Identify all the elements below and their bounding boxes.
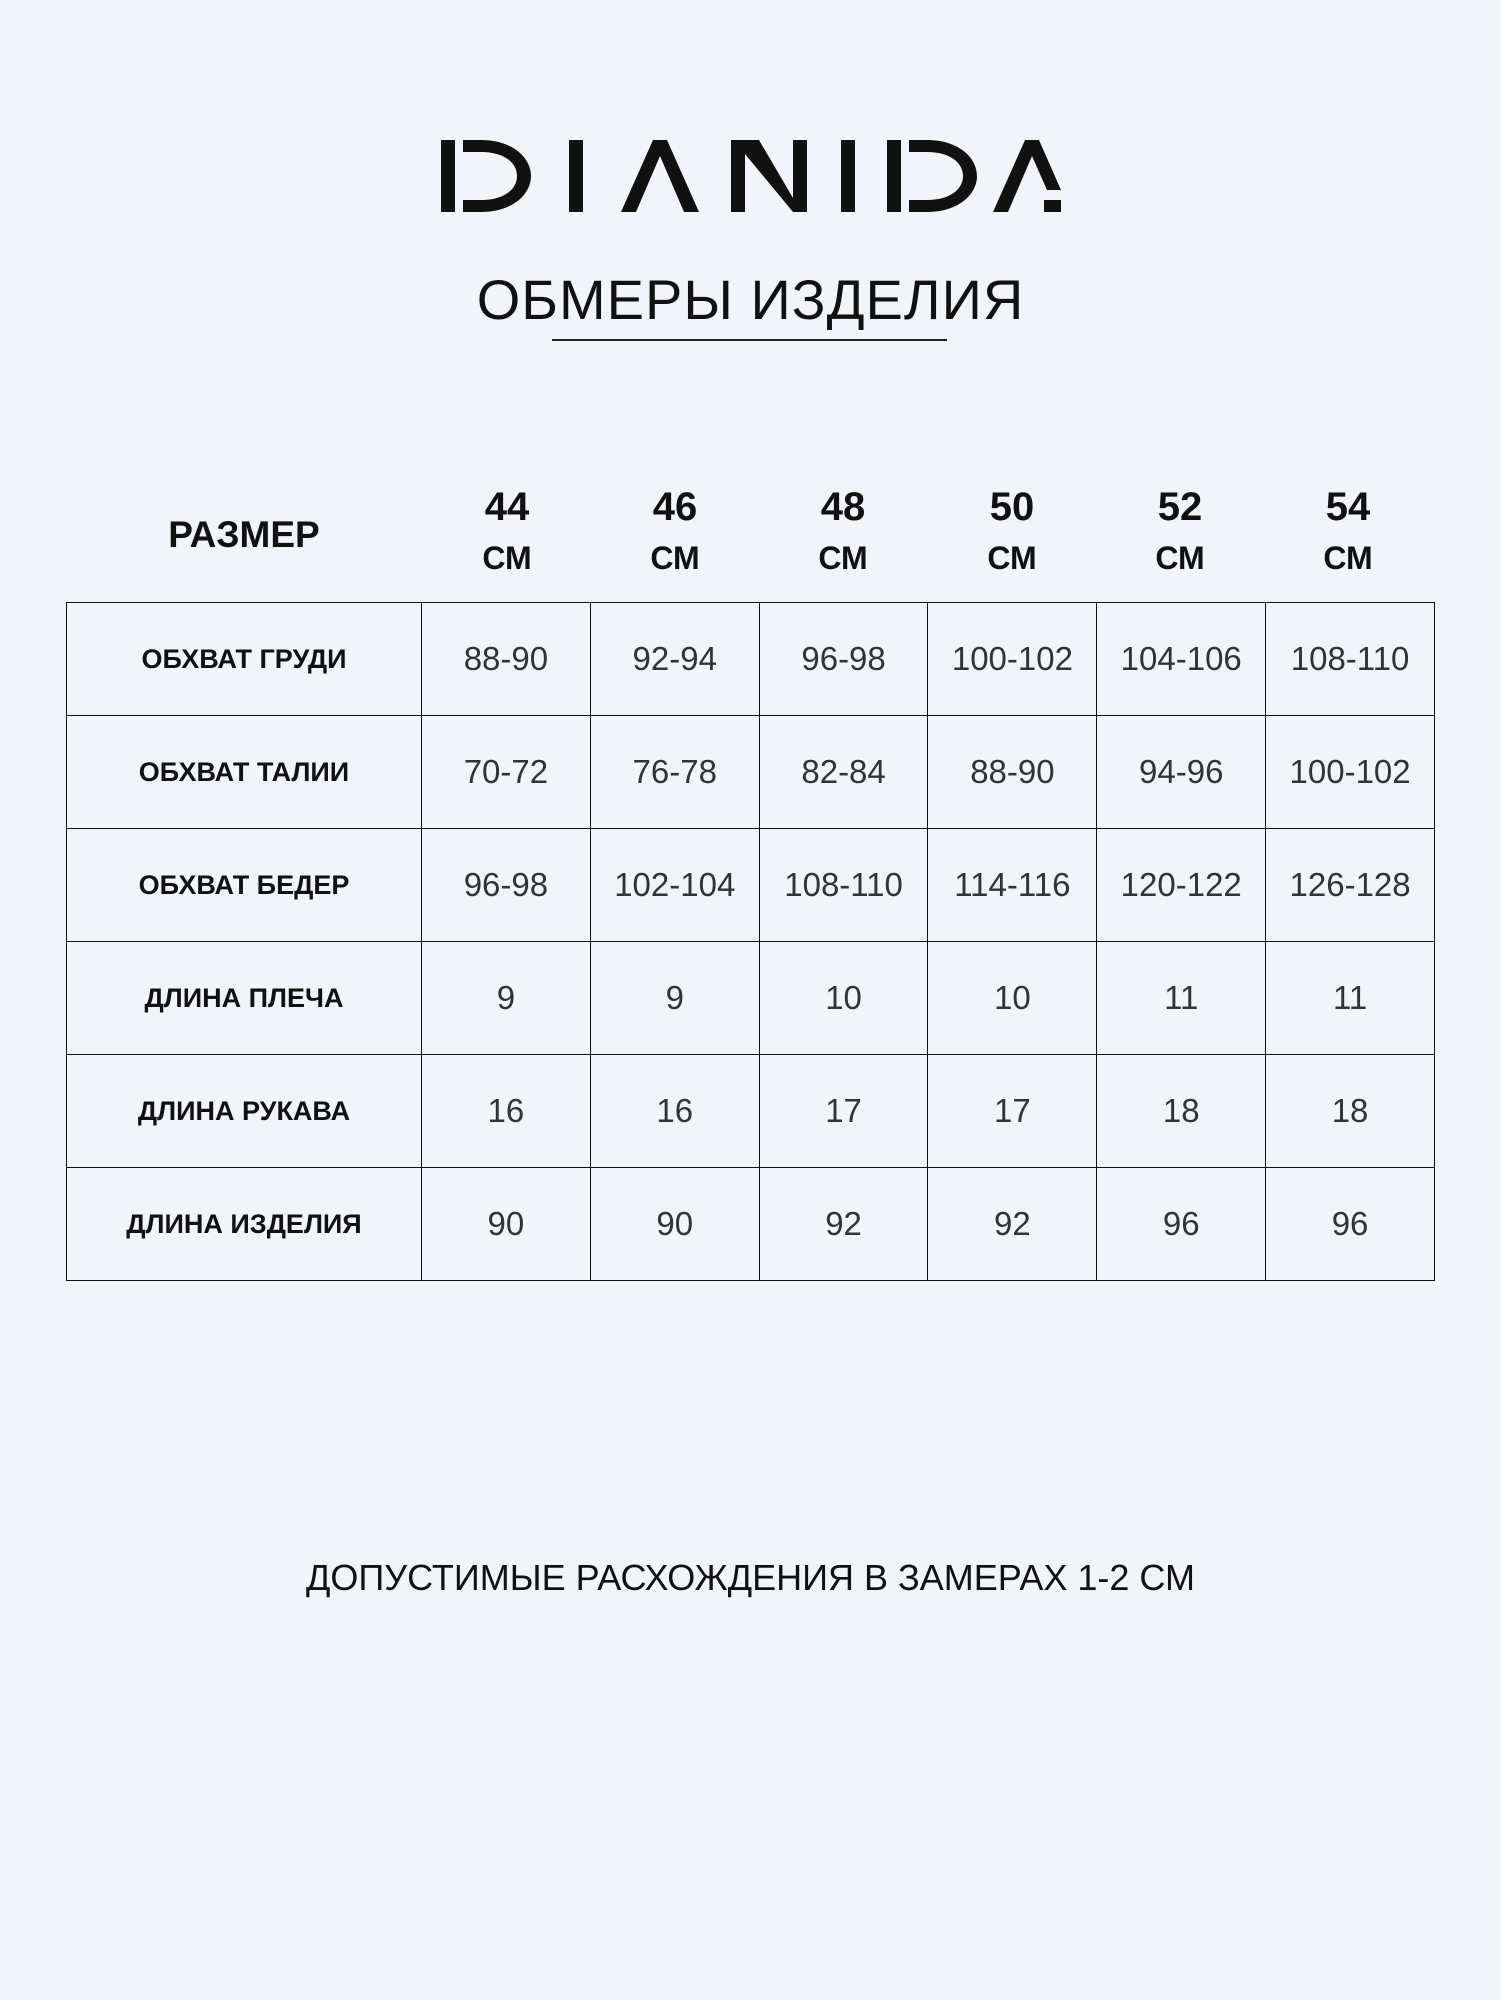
- size-header-row: [66, 470, 1434, 600]
- param-label: ДЛИНА ИЗДЕЛИЯ: [67, 1168, 422, 1281]
- table-cell: 96: [1266, 1168, 1435, 1281]
- table-cell: 100-102: [1266, 716, 1435, 829]
- table-cell: 9: [590, 942, 759, 1055]
- table-cell: 96-98: [759, 603, 928, 716]
- size-col-46: [591, 470, 759, 600]
- param-label: ОБХВАТ БЕДЕР: [67, 829, 422, 942]
- param-label: ОБХВАТ ТАЛИИ: [67, 716, 422, 829]
- table-cell: 104-106: [1097, 603, 1266, 716]
- table-row: [67, 603, 1435, 716]
- size-number: 46: [652, 485, 698, 529]
- table-cell: 88-90: [928, 716, 1097, 829]
- table-cell: 82-84: [759, 716, 928, 829]
- table-cell: 94-96: [1097, 716, 1266, 829]
- table-cell: 92-94: [590, 603, 759, 716]
- table-row: [67, 1168, 1435, 1281]
- table-cell: 114-116: [928, 829, 1097, 942]
- size-unit: СМ: [482, 540, 532, 576]
- table-cell: 11: [1097, 942, 1266, 1055]
- size-unit: СМ: [650, 540, 700, 576]
- table-cell: 92: [928, 1168, 1097, 1281]
- brand-logo-mark: [441, 130, 1061, 222]
- size-col-44: [423, 470, 591, 600]
- table-cell: 16: [590, 1055, 759, 1168]
- table-cell: 90: [590, 1168, 759, 1281]
- table-cell: 92: [759, 1168, 928, 1281]
- size-unit: СМ: [987, 540, 1037, 576]
- param-label: ДЛИНА ПЛЕЧА: [67, 942, 422, 1055]
- table-row: [67, 1055, 1435, 1168]
- size-col-54: [1264, 470, 1432, 600]
- size-number: 54: [1325, 485, 1371, 529]
- size-unit: СМ: [818, 540, 868, 576]
- table-cell: 120-122: [1097, 829, 1266, 942]
- table-cell: 108-110: [759, 829, 928, 942]
- size-label: РАЗМЕР: [168, 514, 320, 555]
- table-cell: 17: [928, 1055, 1097, 1168]
- param-label: ОБХВАТ ГРУДИ: [67, 603, 422, 716]
- size-number: 50: [989, 485, 1035, 529]
- table-cell: 18: [1266, 1055, 1435, 1168]
- size-number: 48: [820, 485, 866, 529]
- measurements-table: [66, 602, 1435, 1281]
- table-cell: 11: [1266, 942, 1435, 1055]
- size-unit: СМ: [1155, 540, 1205, 576]
- param-label: ДЛИНА РУКАВА: [67, 1055, 422, 1168]
- size-unit: СМ: [1323, 540, 1373, 576]
- size-col-48: [759, 470, 927, 600]
- table-cell: 16: [422, 1055, 591, 1168]
- table-cell: 76-78: [590, 716, 759, 829]
- table-cell: 96-98: [422, 829, 591, 942]
- table-cell: 126-128: [1266, 829, 1435, 942]
- table-cell: 18: [1097, 1055, 1266, 1168]
- size-col-52: [1096, 470, 1264, 600]
- table-cell: 96: [1097, 1168, 1266, 1281]
- title-underline: [552, 339, 947, 341]
- table-cell: 90: [422, 1168, 591, 1281]
- table-row: [67, 829, 1435, 942]
- page-title: ОБМЕРЫ ИЗДЕЛИЯ: [476, 268, 1025, 331]
- size-number: 52: [1157, 485, 1203, 529]
- table-cell: 88-90: [422, 603, 591, 716]
- table-cell: 70-72: [422, 716, 591, 829]
- table-cell: 9: [422, 942, 591, 1055]
- brand-logo: [0, 130, 1501, 222]
- table-row: [67, 942, 1435, 1055]
- table-cell: 100-102: [928, 603, 1097, 716]
- table-cell: 102-104: [590, 829, 759, 942]
- size-col-50: [928, 470, 1096, 600]
- table-cell: 10: [759, 942, 928, 1055]
- table-cell: 17: [759, 1055, 928, 1168]
- table-row: [67, 716, 1435, 829]
- table-cell: 10: [928, 942, 1097, 1055]
- table-cell: 108-110: [1266, 603, 1435, 716]
- tolerance-note: ДОПУСТИМЫЕ РАСХОЖДЕНИЯ В ЗАМЕРАХ 1-2 СМ: [305, 1557, 1195, 1598]
- size-number: 44: [484, 485, 530, 529]
